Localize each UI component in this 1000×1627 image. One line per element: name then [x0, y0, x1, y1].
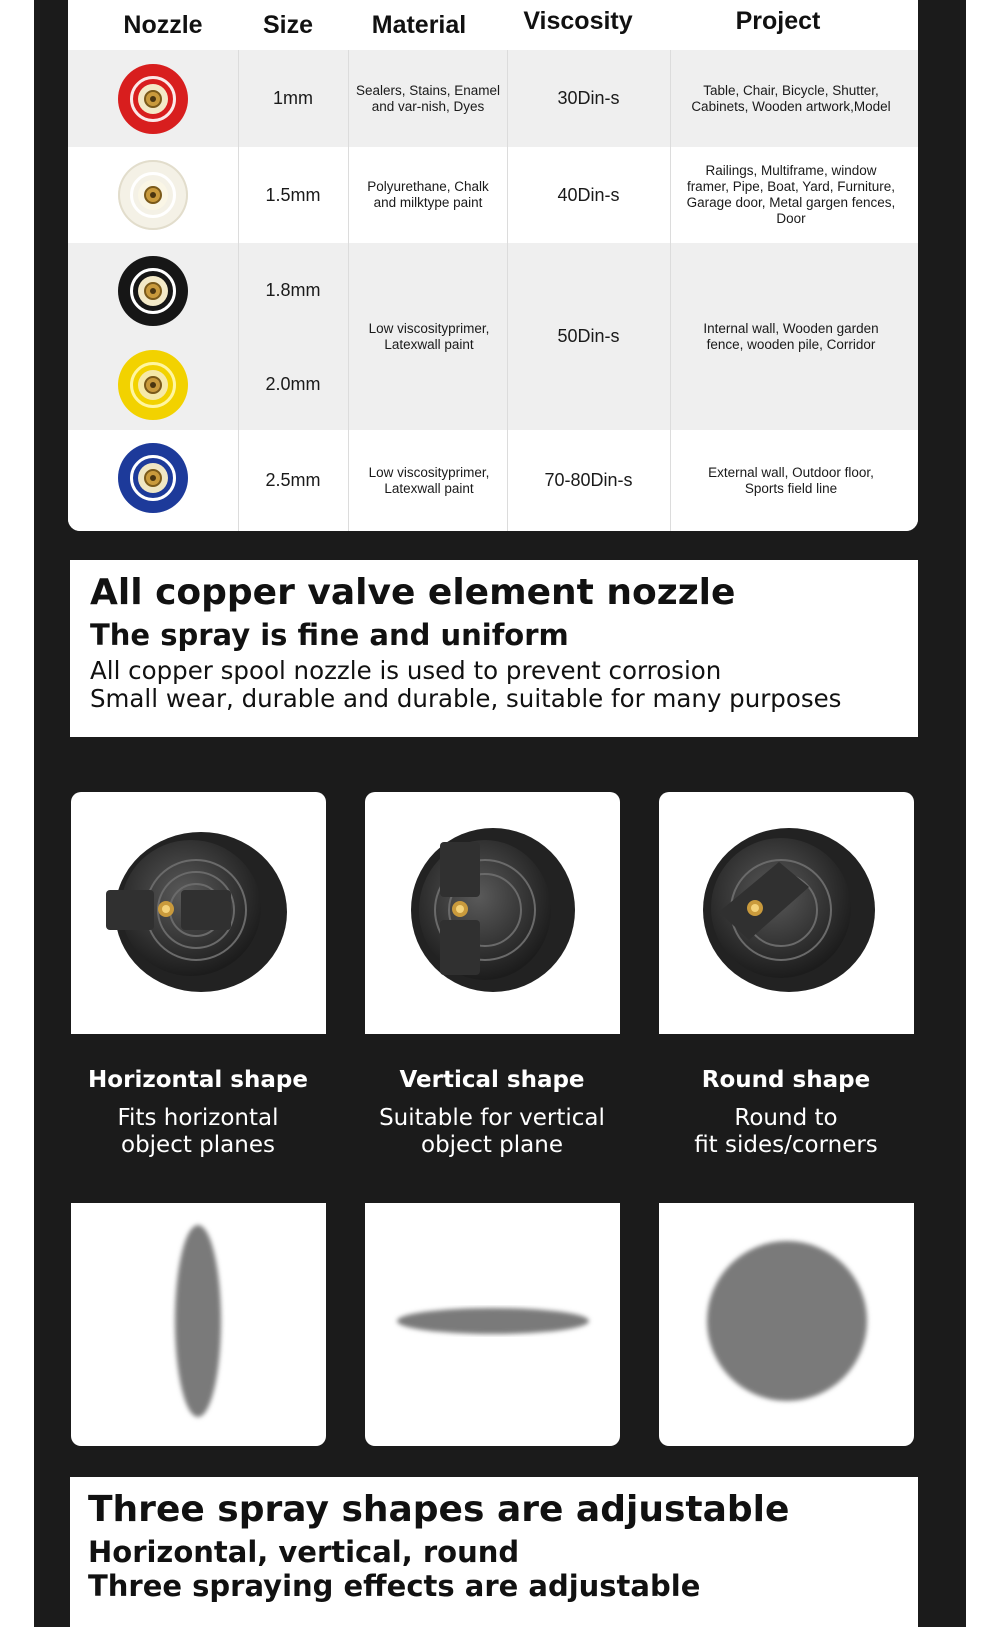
red-nozzle-icon — [118, 64, 188, 134]
nozzle-spec-table — [68, 0, 918, 531]
vertical-shape-title: Vertical shape — [399, 1067, 585, 1093]
vertical-shape-desc — [342, 1105, 642, 1159]
horizontal-shape-desc-line: object planes — [121, 1132, 275, 1158]
round-shape-title: Round shape — [701, 1067, 871, 1093]
table-header — [68, 0, 918, 50]
table-divider — [670, 50, 671, 531]
round-spray-pattern — [659, 1203, 914, 1446]
blue-nozzle-icon — [118, 443, 188, 513]
round-shape-desc-line: fit sides/corners — [694, 1132, 878, 1158]
horizontal-nozzle-photo — [71, 792, 326, 1034]
horizontal-spray-pattern — [71, 1203, 326, 1446]
copper-card-title: All copper valve element nozzle — [90, 572, 736, 613]
cell-viscosity: 70-80Din-s — [544, 470, 633, 490]
cell-material: Sealers, Stains, Enamel and var-nish, Dyes — [355, 82, 501, 114]
cell-project: Railings, Multiframe, window framer, Pipe, Boat, Yard, Furniture, Garage door, Metal gargen fences, Door — [686, 163, 896, 226]
horizontal-nozzle-cap-icon — [71, 792, 326, 1034]
table-divider — [348, 50, 349, 531]
header-nozzle: Nozzle — [123, 11, 203, 39]
vertical-spray-pattern — [365, 1203, 620, 1446]
cell-project: Internal wall, Wooden garden fence, wooden pile, Corridor — [703, 320, 879, 352]
adjustable-card-line: Three spraying effects are adjustable — [88, 1569, 701, 1603]
round-nozzle-cap-icon — [659, 792, 914, 1034]
round-shape-desc — [636, 1105, 936, 1159]
cell-size: 1.8mm — [265, 279, 321, 300]
adjustable-card-line: Horizontal, vertical, round — [88, 1535, 520, 1569]
copper-card-subtitle: The spray is fine and uniform — [90, 618, 569, 652]
vertical-shape-desc-line: Suitable for vertical — [379, 1105, 605, 1131]
vertical-ellipse-spray-icon — [71, 1203, 326, 1446]
horizontal-shape-desc-line: Fits horizontal — [117, 1105, 279, 1131]
cell-size: 1mm — [273, 88, 313, 108]
adjustable-shapes-card — [70, 1477, 918, 1627]
adjustable-card-title: Three spray shapes are adjustable — [88, 1489, 790, 1530]
header-project: Project — [735, 7, 821, 35]
yellow-nozzle-icon — [118, 350, 188, 420]
black-nozzle-icon — [118, 256, 188, 326]
round-nozzle-photo — [659, 792, 914, 1034]
horizontal-ellipse-spray-icon — [365, 1203, 620, 1446]
cell-material: Low viscosityprimer, Latexwall paint — [368, 464, 490, 496]
circle-spray-icon — [659, 1203, 914, 1446]
horizontal-shape-title: Horizontal shape — [88, 1067, 308, 1093]
white-nozzle-icon — [118, 160, 188, 230]
vertical-shape-desc-line: object plane — [421, 1132, 563, 1158]
copper-card-line: All copper spool nozzle is used to prevent corrosion — [90, 656, 722, 685]
cell-size: 2.5mm — [265, 470, 321, 490]
cell-size: 2.0mm — [265, 373, 321, 394]
cell-viscosity: 50Din-s — [557, 326, 620, 346]
cell-material: Low viscosityprimer, Latexwall paint — [368, 320, 490, 352]
cell-size: 1.5mm — [265, 184, 321, 205]
cell-project: Table, Chair, Bicycle, Shutter, Cabinets, Wooden artwork,Model — [691, 82, 891, 114]
header-material: Material — [371, 11, 467, 39]
cell-project: External wall, Outdoor floor, Sports field line — [708, 464, 874, 496]
copper-nozzle-card — [70, 560, 918, 737]
header-size: Size — [262, 11, 314, 39]
header-viscosity: Viscosity — [523, 7, 633, 35]
cell-viscosity: 40Din-s — [557, 184, 620, 205]
round-shape-desc-line: Round to — [734, 1105, 838, 1131]
copper-card-line: Small wear, durable and durable, suitable for many purposes — [90, 684, 842, 713]
vertical-nozzle-photo — [365, 792, 620, 1034]
vertical-nozzle-cap-icon — [365, 792, 620, 1034]
cell-viscosity: 30Din-s — [557, 88, 620, 108]
cell-material: Polyurethane, Chalk and milktype paint — [367, 179, 489, 210]
horizontal-shape-desc — [48, 1105, 348, 1159]
